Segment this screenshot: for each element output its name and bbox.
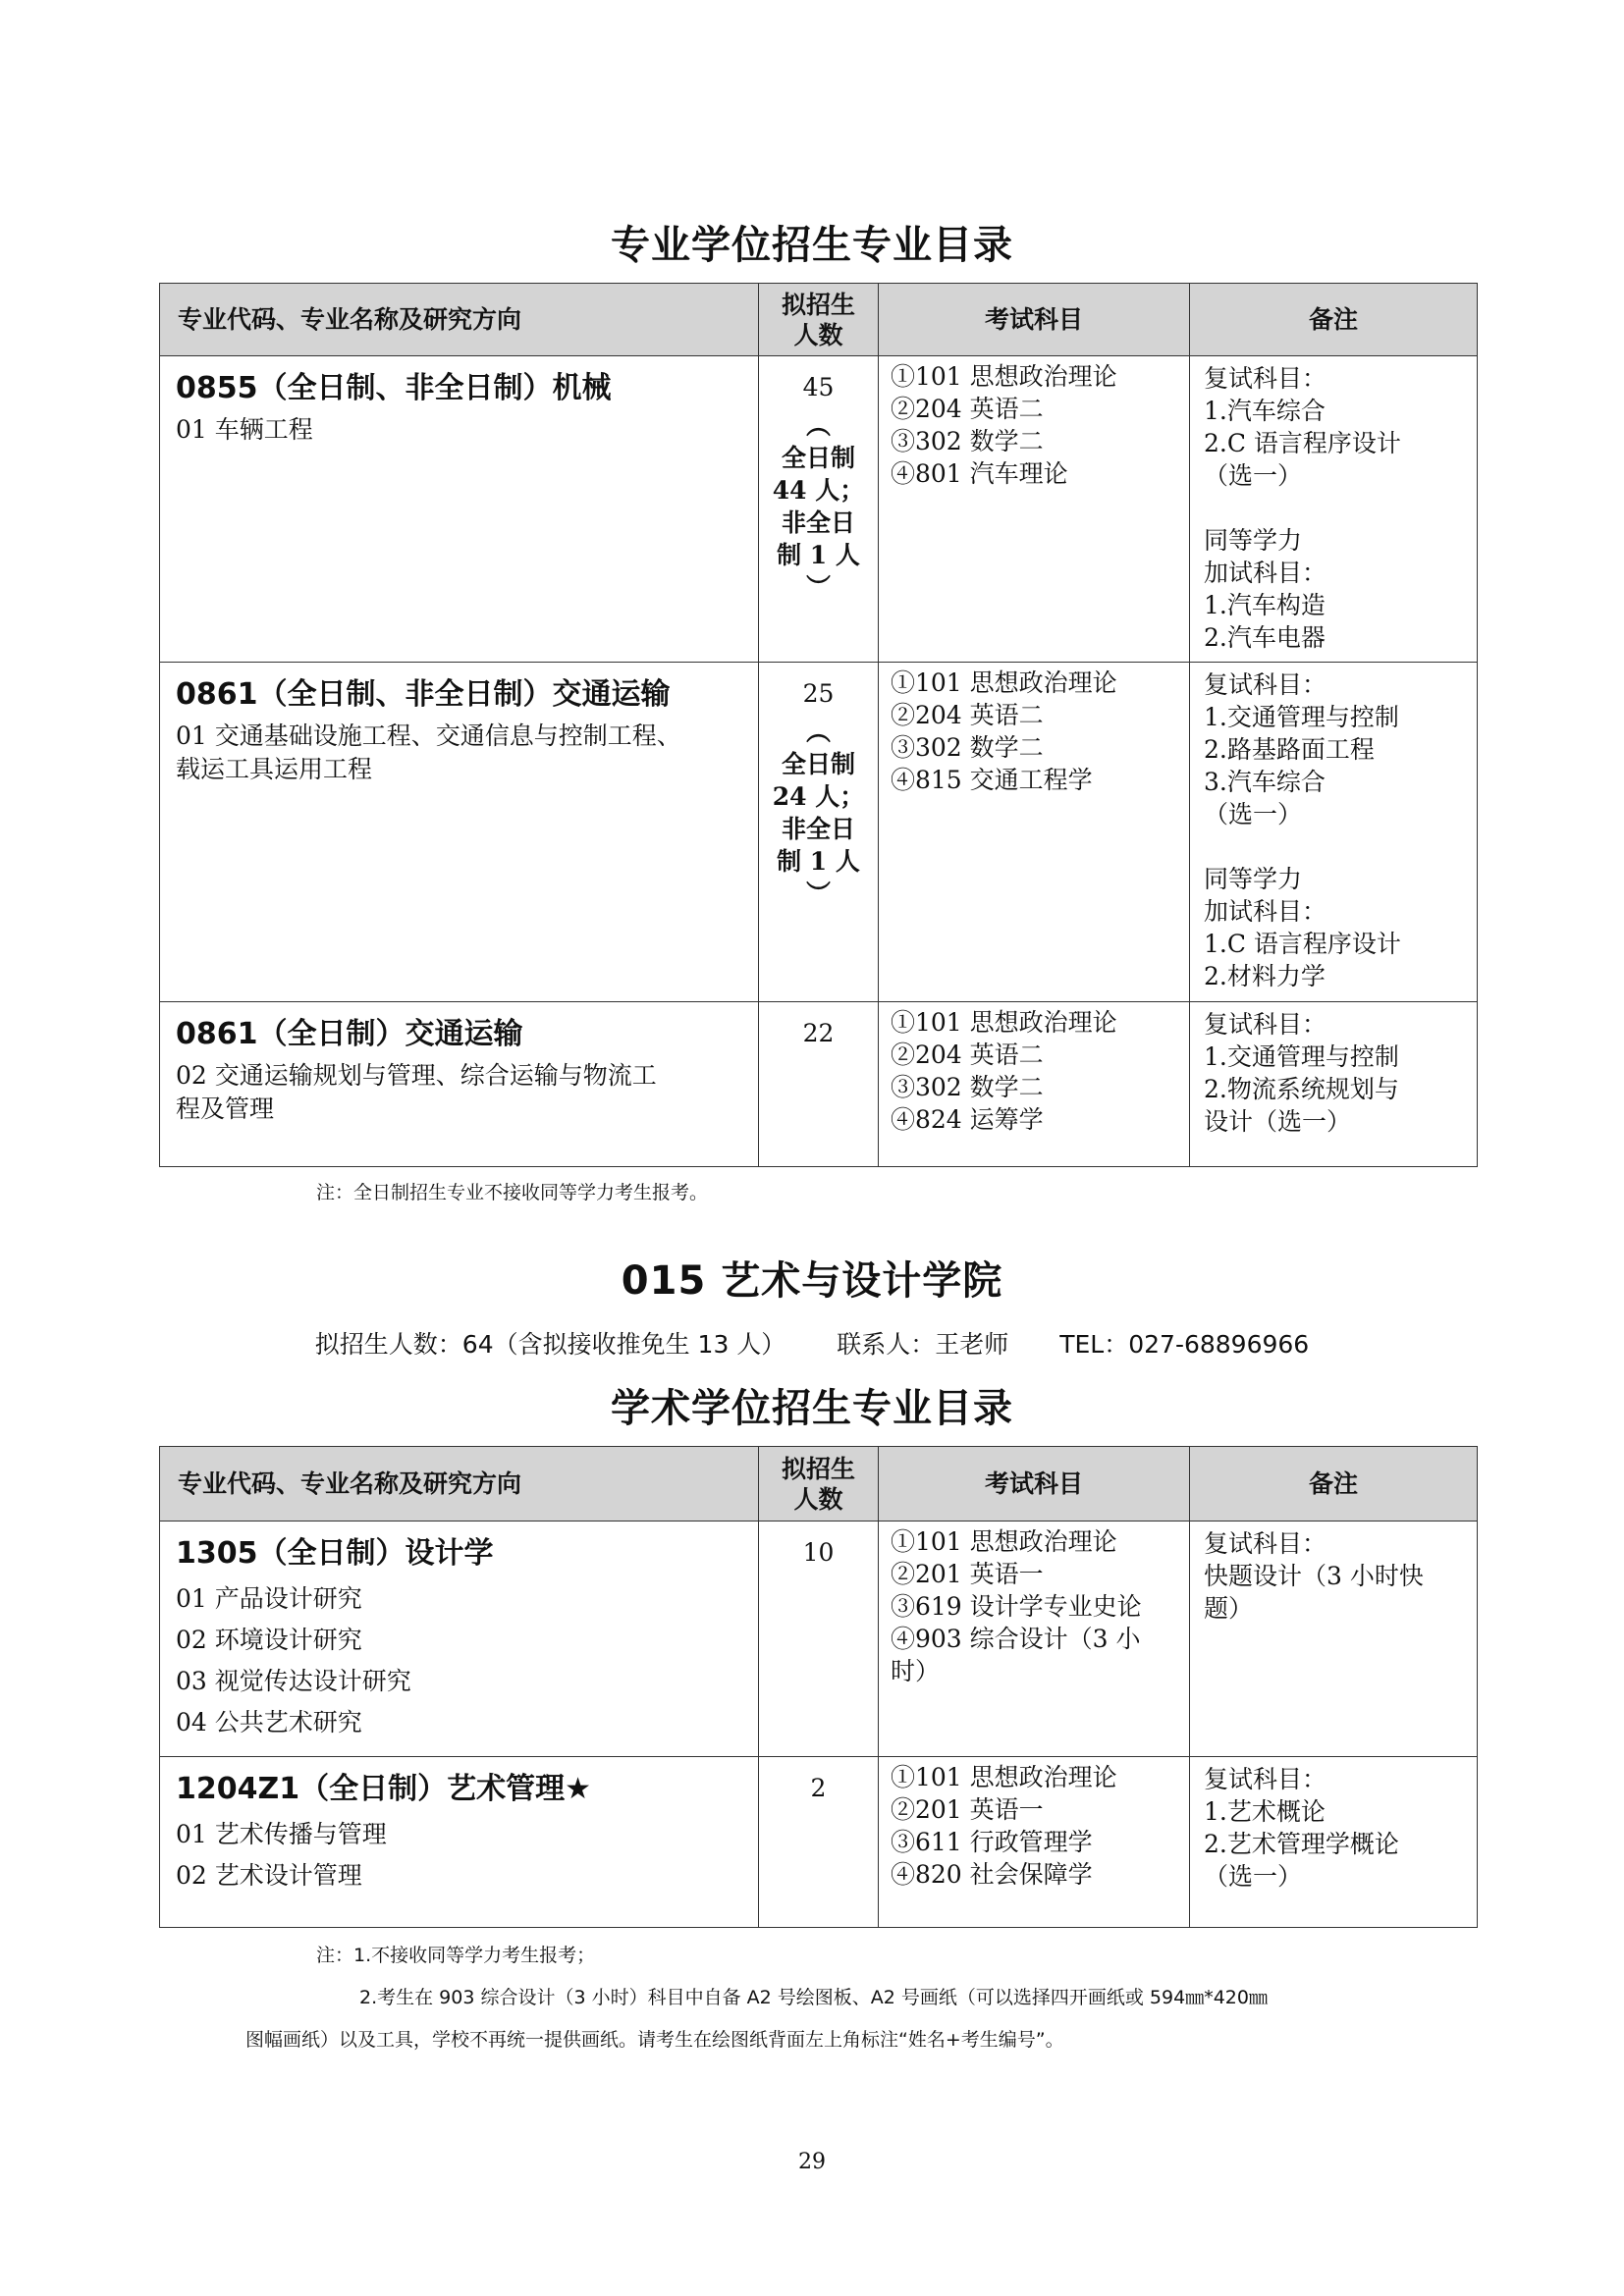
major-cell <box>160 1522 759 1757</box>
section2-footnote-3: 图幅画纸）以及工具，学校不再统一提供画纸。请考生在绘图纸背面左上角标注“姓名+考生编号”。 <box>245 2029 1064 2051</box>
quota-total: 2 <box>810 1774 827 1802</box>
quota-detail: ︶ <box>805 573 831 602</box>
table-header-row <box>160 1447 1478 1522</box>
header-quota-line2: 人数 <box>793 320 843 349</box>
note-line: 复试科目： <box>1204 1010 1327 1039</box>
subjects-cell <box>879 356 1190 663</box>
school-title: 015 艺术与设计学院 <box>621 1258 1003 1304</box>
table-header-row <box>160 284 1478 356</box>
note-line: 2.路基路面工程 <box>1204 735 1375 764</box>
subject: ②201 英语一 <box>891 1560 1044 1588</box>
quota-total: 10 <box>802 1538 835 1567</box>
note-line: （选一） <box>1204 1862 1303 1891</box>
table-row <box>160 356 1478 663</box>
subject: ④815 交通工程学 <box>891 766 1093 794</box>
subject: ④824 运筹学 <box>891 1105 1044 1134</box>
note-line: 1.汽车构造 <box>1204 591 1326 619</box>
direction: 01 交通基础设施工程、交通信息与控制工程、 <box>176 721 681 750</box>
note-line: 2.C 语言程序设计 <box>1204 429 1401 457</box>
major-cell <box>160 1757 759 1928</box>
note-line: 设计（选一） <box>1204 1107 1352 1136</box>
note-line: 同等学力 <box>1204 865 1303 893</box>
subject: ④820 社会保障学 <box>891 1860 1093 1889</box>
note-line: 3.汽车综合 <box>1204 768 1326 796</box>
note-line: 复试科目： <box>1204 1765 1327 1793</box>
major-cell <box>160 663 759 1002</box>
quota-detail: 全日制 <box>781 750 855 778</box>
header-subjects: 考试科目 <box>879 284 1190 356</box>
section2-footnote-1: 注：1.不接收同等学力考生报考； <box>316 1945 596 1966</box>
direction: 载运工具运用工程 <box>176 755 373 783</box>
section2-title: 学术学位招生专业目录 <box>611 1386 1013 1431</box>
note-line: 1.艺术概论 <box>1204 1797 1326 1826</box>
subjects-cell <box>879 1002 1190 1167</box>
major-cell <box>160 1002 759 1167</box>
notes-cell <box>1190 356 1478 663</box>
subject: ①101 思想政治理论 <box>891 1763 1117 1791</box>
note-line: 1.交通管理与控制 <box>1204 1042 1399 1071</box>
note-line: 复试科目： <box>1204 364 1327 393</box>
note-line: （选一） <box>1204 461 1303 490</box>
professional-degree-table <box>159 283 1478 1167</box>
quota-cell <box>759 663 879 1002</box>
subject: ③302 数学二 <box>891 1073 1044 1101</box>
note-line: （选一） <box>1204 800 1303 828</box>
quota-detail: 制 1 人 <box>777 541 860 569</box>
direction: 02 艺术设计管理 <box>176 1861 362 1890</box>
quota-cell <box>759 1757 879 1928</box>
quota-total: 45 <box>802 373 835 401</box>
note-line: 2.汽车电器 <box>1204 623 1326 652</box>
header-notes: 备注 <box>1190 1447 1478 1522</box>
table-row <box>160 1522 1478 1757</box>
major-name: 0861（全日制）交通运输 <box>176 1017 523 1051</box>
subject: ①101 思想政治理论 <box>891 1008 1117 1037</box>
quota-detail: 非全日 <box>781 508 855 537</box>
subjects-cell <box>879 1757 1190 1928</box>
note-line: 2.材料力学 <box>1204 962 1326 990</box>
subject: ④903 综合设计（3 小 <box>891 1625 1141 1653</box>
quota-detail: 全日制 <box>781 444 855 472</box>
subject: ①101 思想政治理论 <box>891 668 1117 697</box>
quota-cell <box>759 1522 879 1757</box>
direction: 程及管理 <box>176 1095 275 1123</box>
direction: 01 产品设计研究 <box>176 1584 362 1613</box>
quota-detail: ︶ <box>805 880 831 908</box>
note-line: 1.交通管理与控制 <box>1204 703 1399 731</box>
major-name: 1305（全日制）设计学 <box>176 1536 494 1571</box>
notes-cell <box>1190 1757 1478 1928</box>
header-quota-line1: 拟招生 <box>781 1454 855 1483</box>
subject: ②204 英语二 <box>891 701 1044 729</box>
note-line: 加试科目： <box>1204 559 1327 587</box>
quota-total: 22 <box>802 1019 835 1047</box>
note-line: 复试科目： <box>1204 670 1327 699</box>
direction: 01 艺术传播与管理 <box>176 1820 387 1848</box>
subject: ③619 设计学专业史论 <box>891 1592 1142 1621</box>
header-major: 专业代码、专业名称及研究方向 <box>160 1447 759 1522</box>
major-name: 1204Z1（全日制）艺术管理★ <box>176 1772 592 1806</box>
header-notes: 备注 <box>1190 284 1478 356</box>
quota-cell <box>759 1002 879 1167</box>
header-quota <box>759 1447 879 1522</box>
subjects-cell <box>879 1522 1190 1757</box>
major-name: 0861（全日制、非全日制）交通运输 <box>176 677 671 712</box>
subject: ②204 英语二 <box>891 395 1044 423</box>
table-row <box>160 663 1478 1002</box>
quota-total: 25 <box>802 679 835 708</box>
subject: ②201 英语一 <box>891 1795 1044 1824</box>
note-line: 加试科目： <box>1204 897 1327 926</box>
table-row <box>160 1757 1478 1928</box>
header-major: 专业代码、专业名称及研究方向 <box>160 284 759 356</box>
subject: ③302 数学二 <box>891 427 1044 455</box>
subject: ③302 数学二 <box>891 733 1044 762</box>
quota-detail: 非全日 <box>781 815 855 843</box>
header-subjects: 考试科目 <box>879 1447 1190 1522</box>
subject: ①101 思想政治理论 <box>891 1527 1117 1556</box>
direction: 02 交通运输规划与管理、综合运输与物流工 <box>176 1061 657 1090</box>
direction: 02 环境设计研究 <box>176 1626 362 1654</box>
header-quota-line1: 拟招生 <box>781 290 855 319</box>
section1-title: 专业学位招生专业目录 <box>611 223 1013 268</box>
subject: ②204 英语二 <box>891 1041 1044 1069</box>
school-quota-info: 拟招生人数：64（含拟接收推免生 13 人） <box>314 1330 786 1359</box>
note-line: 同等学力 <box>1204 526 1303 555</box>
table-row <box>160 1002 1478 1167</box>
note-line: 题） <box>1204 1594 1254 1623</box>
subject: ①101 思想政治理论 <box>891 362 1117 391</box>
subject: ④801 汽车理论 <box>891 459 1068 488</box>
header-quota <box>759 284 879 356</box>
subject: ③611 行政管理学 <box>891 1828 1093 1856</box>
subject: 时） <box>891 1657 941 1685</box>
academic-degree-table <box>159 1446 1478 1928</box>
school-tel: TEL：027-68896966 <box>1059 1330 1310 1359</box>
notes-cell <box>1190 1002 1478 1167</box>
notes-cell <box>1190 663 1478 1002</box>
quota-cell <box>759 356 879 663</box>
note-line: 2.物流系统规划与 <box>1204 1075 1399 1103</box>
major-name: 0855（全日制、非全日制）机械 <box>176 371 612 405</box>
direction: 01 车辆工程 <box>176 415 313 444</box>
major-cell <box>160 356 759 663</box>
direction: 04 公共艺术研究 <box>176 1708 362 1736</box>
section1-footnote: 注：全日制招生专业不接收同等学力考生报考。 <box>316 1182 709 1203</box>
section2-footnote-2: 2.考生在 903 综合设计（3 小时）科目中自备 A2 号绘图板、A2 号画纸（可以选择四开画纸或 594㎜*420㎜ <box>359 1987 1268 2008</box>
page-number: 29 <box>798 2150 826 2174</box>
quota-detail: ︵ <box>805 718 831 746</box>
note-line: 快题设计（3 小时快 <box>1204 1562 1424 1590</box>
note-line: 1.C 语言程序设计 <box>1204 930 1401 958</box>
school-contact: 联系人：王老师 <box>837 1330 1009 1359</box>
note-line: 2.艺术管理学概论 <box>1204 1830 1399 1858</box>
quota-detail: ︵ <box>805 411 831 440</box>
notes-cell <box>1190 1522 1478 1757</box>
quota-detail: 24 人； <box>772 782 865 811</box>
school-info <box>0 1325 1624 1361</box>
note-line: 1.汽车综合 <box>1204 397 1326 425</box>
subjects-cell <box>879 663 1190 1002</box>
direction: 03 视觉传达设计研究 <box>176 1667 411 1695</box>
quota-detail: 制 1 人 <box>777 847 860 876</box>
header-quota-line2: 人数 <box>793 1484 843 1514</box>
note-line: 复试科目： <box>1204 1529 1327 1558</box>
quota-detail: 44 人； <box>772 476 865 505</box>
